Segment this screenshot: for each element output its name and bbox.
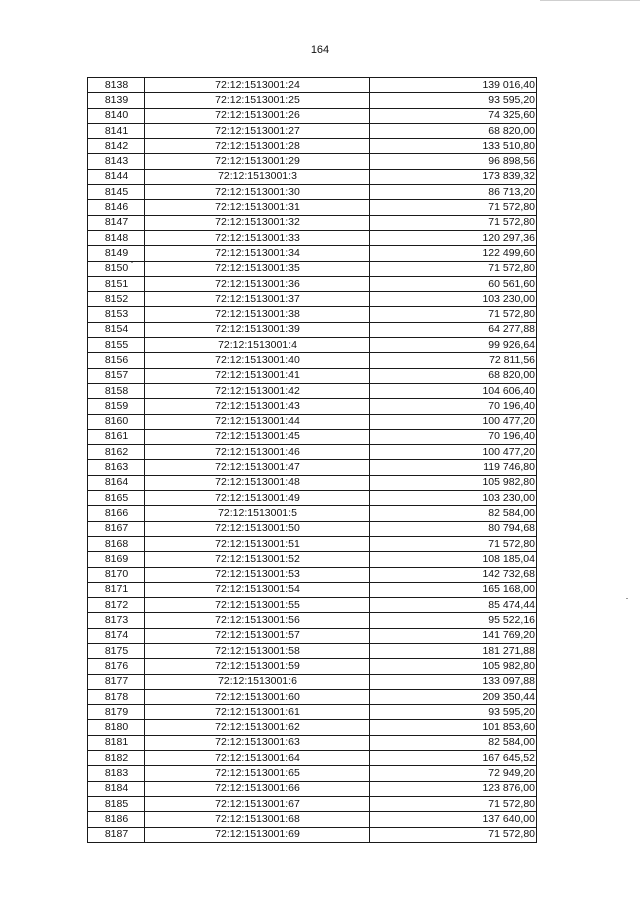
cadastral-number-cell: 72:12:1513001:60 <box>145 689 370 704</box>
cadastral-value-cell: 96 898,56 <box>370 154 537 169</box>
cadastral-value-cell: 141 769,20 <box>370 628 537 643</box>
row-number-cell: 8168 <box>88 536 145 551</box>
cadastral-value-cell: 173 839,32 <box>370 169 537 184</box>
cadastral-value-cell: 108 185,04 <box>370 552 537 567</box>
row-number-cell: 8146 <box>88 200 145 215</box>
row-number-cell: 8171 <box>88 582 145 597</box>
table-row <box>88 246 537 261</box>
cadastral-number-cell: 72:12:1513001:27 <box>145 123 370 138</box>
cadastral-number-cell: 72:12:1513001:30 <box>145 185 370 200</box>
row-number-cell: 8156 <box>88 353 145 368</box>
row-number-cell: 8167 <box>88 521 145 536</box>
cadastral-number-cell: 72:12:1513001:29 <box>145 154 370 169</box>
table-row <box>88 185 537 200</box>
row-number-cell: 8181 <box>88 735 145 750</box>
cadastral-number-cell: 72:12:1513001:62 <box>145 720 370 735</box>
cadastral-number-cell: 72:12:1513001:45 <box>145 429 370 444</box>
row-number-cell: 8145 <box>88 185 145 200</box>
row-number-cell: 8158 <box>88 383 145 398</box>
cadastral-value-cell: 133 510,80 <box>370 139 537 154</box>
cadastral-value-cell: 71 572,80 <box>370 215 537 230</box>
cadastral-number-cell: 72:12:1513001:51 <box>145 536 370 551</box>
table-row <box>88 582 537 597</box>
cadastral-value-table <box>87 77 537 843</box>
cadastral-number-cell: 72:12:1513001:28 <box>145 139 370 154</box>
cadastral-number-cell: 72:12:1513001:44 <box>145 414 370 429</box>
cadastral-value-cell: 74 325,60 <box>370 108 537 123</box>
table-row <box>88 460 537 475</box>
table-row <box>88 261 537 276</box>
cadastral-number-cell: 72:12:1513001:26 <box>145 108 370 123</box>
row-number-cell: 8160 <box>88 414 145 429</box>
cadastral-number-cell: 72:12:1513001:54 <box>145 582 370 597</box>
table-row <box>88 93 537 108</box>
cadastral-number-cell: 72:12:1513001:68 <box>145 812 370 827</box>
top-edge-rule <box>540 0 640 1</box>
table-row <box>88 108 537 123</box>
table-row <box>88 414 537 429</box>
table-row <box>88 445 537 460</box>
cadastral-value-cell: 181 271,88 <box>370 643 537 658</box>
row-number-cell: 8149 <box>88 246 145 261</box>
cadastral-value-cell: 95 522,16 <box>370 613 537 628</box>
row-number-cell: 8144 <box>88 169 145 184</box>
table-body <box>88 78 537 843</box>
cadastral-value-cell: 101 853,60 <box>370 720 537 735</box>
cadastral-value-cell: 209 350,44 <box>370 689 537 704</box>
row-number-cell: 8153 <box>88 307 145 322</box>
row-number-cell: 8183 <box>88 766 145 781</box>
table-row <box>88 735 537 750</box>
cadastral-number-cell: 72:12:1513001:4 <box>145 338 370 353</box>
cadastral-number-cell: 72:12:1513001:58 <box>145 643 370 658</box>
row-number-cell: 8172 <box>88 598 145 613</box>
row-number-cell: 8182 <box>88 751 145 766</box>
table-row <box>88 368 537 383</box>
row-number-cell: 8166 <box>88 506 145 521</box>
cadastral-number-cell: 72:12:1513001:38 <box>145 307 370 322</box>
cadastral-number-cell: 72:12:1513001:55 <box>145 598 370 613</box>
cadastral-value-cell: 142 732,68 <box>370 567 537 582</box>
row-number-cell: 8159 <box>88 399 145 414</box>
table-row <box>88 322 537 337</box>
row-number-cell: 8186 <box>88 812 145 827</box>
table-row <box>88 552 537 567</box>
row-number-cell: 8157 <box>88 368 145 383</box>
cadastral-number-cell: 72:12:1513001:25 <box>145 93 370 108</box>
table-row <box>88 674 537 689</box>
cadastral-value-cell: 137 640,00 <box>370 812 537 827</box>
cadastral-value-cell: 103 230,00 <box>370 491 537 506</box>
cadastral-value-cell: 100 477,20 <box>370 445 537 460</box>
cadastral-value-cell: 120 297,36 <box>370 230 537 245</box>
cadastral-number-cell: 72:12:1513001:39 <box>145 322 370 337</box>
cadastral-value-cell: 119 746,80 <box>370 460 537 475</box>
scan-speck <box>131 262 133 263</box>
table-row <box>88 338 537 353</box>
table-row <box>88 353 537 368</box>
cadastral-value-cell: 105 982,80 <box>370 475 537 490</box>
cadastral-value-cell: 100 477,20 <box>370 414 537 429</box>
cadastral-number-cell: 72:12:1513001:61 <box>145 705 370 720</box>
cadastral-number-cell: 72:12:1513001:48 <box>145 475 370 490</box>
table-row <box>88 123 537 138</box>
cadastral-number-cell: 72:12:1513001:34 <box>145 246 370 261</box>
cadastral-value-cell: 71 572,80 <box>370 200 537 215</box>
row-number-cell: 8179 <box>88 705 145 720</box>
table-row <box>88 659 537 674</box>
cadastral-value-cell: 68 820,00 <box>370 123 537 138</box>
table-row <box>88 567 537 582</box>
cadastral-number-cell: 72:12:1513001:65 <box>145 766 370 781</box>
row-number-cell: 8150 <box>88 261 145 276</box>
table-row <box>88 154 537 169</box>
cadastral-value-cell: 167 645,52 <box>370 751 537 766</box>
cadastral-number-cell: 72:12:1513001:40 <box>145 353 370 368</box>
table-row <box>88 598 537 613</box>
cadastral-number-cell: 72:12:1513001:5 <box>145 506 370 521</box>
table-row <box>88 475 537 490</box>
cadastral-number-cell: 72:12:1513001:56 <box>145 613 370 628</box>
cadastral-number-cell: 72:12:1513001:33 <box>145 230 370 245</box>
cadastral-number-cell: 72:12:1513001:63 <box>145 735 370 750</box>
cadastral-value-cell: 86 713,20 <box>370 185 537 200</box>
cadastral-value-cell: 70 196,40 <box>370 399 537 414</box>
row-number-cell: 8148 <box>88 230 145 245</box>
row-number-cell: 8184 <box>88 781 145 796</box>
table-row <box>88 781 537 796</box>
cadastral-number-cell: 72:12:1513001:31 <box>145 200 370 215</box>
cadastral-number-cell: 72:12:1513001:47 <box>145 460 370 475</box>
cadastral-value-cell: 80 794,68 <box>370 521 537 536</box>
row-number-cell: 8177 <box>88 674 145 689</box>
table-row <box>88 766 537 781</box>
cadastral-number-cell: 72:12:1513001:66 <box>145 781 370 796</box>
row-number-cell: 8164 <box>88 475 145 490</box>
row-number-cell: 8155 <box>88 338 145 353</box>
table-row <box>88 536 537 551</box>
row-number-cell: 8174 <box>88 628 145 643</box>
table-row <box>88 705 537 720</box>
table-row <box>88 215 537 230</box>
cadastral-value-cell: 72 949,20 <box>370 766 537 781</box>
table-row <box>88 276 537 291</box>
cadastral-value-cell: 104 606,40 <box>370 383 537 398</box>
row-number-cell: 8163 <box>88 460 145 475</box>
table-row <box>88 827 537 842</box>
table-row <box>88 307 537 322</box>
cadastral-number-cell: 72:12:1513001:6 <box>145 674 370 689</box>
cadastral-value-cell: 60 561,60 <box>370 276 537 291</box>
cadastral-number-cell: 72:12:1513001:24 <box>145 78 370 93</box>
cadastral-number-cell: 72:12:1513001:69 <box>145 827 370 842</box>
table-row <box>88 506 537 521</box>
cadastral-number-cell: 72:12:1513001:67 <box>145 796 370 811</box>
cadastral-number-cell: 72:12:1513001:49 <box>145 491 370 506</box>
row-number-cell: 8141 <box>88 123 145 138</box>
cadastral-number-cell: 72:12:1513001:53 <box>145 567 370 582</box>
row-number-cell: 8176 <box>88 659 145 674</box>
cadastral-value-cell: 123 876,00 <box>370 781 537 796</box>
cadastral-number-cell: 72:12:1513001:35 <box>145 261 370 276</box>
table-row <box>88 200 537 215</box>
cadastral-value-cell: 71 572,80 <box>370 307 537 322</box>
cadastral-value-cell: 82 584,00 <box>370 506 537 521</box>
row-number-cell: 8165 <box>88 491 145 506</box>
row-number-cell: 8185 <box>88 796 145 811</box>
cadastral-number-cell: 72:12:1513001:32 <box>145 215 370 230</box>
page-number: 164 <box>310 44 330 56</box>
row-number-cell: 8151 <box>88 276 145 291</box>
cadastral-value-cell: 68 820,00 <box>370 368 537 383</box>
cadastral-number-cell: 72:12:1513001:57 <box>145 628 370 643</box>
cadastral-value-cell: 103 230,00 <box>370 292 537 307</box>
cadastral-number-cell: 72:12:1513001:37 <box>145 292 370 307</box>
cadastral-number-cell: 72:12:1513001:41 <box>145 368 370 383</box>
row-number-cell: 8173 <box>88 613 145 628</box>
row-number-cell: 8138 <box>88 78 145 93</box>
row-number-cell: 8162 <box>88 445 145 460</box>
row-number-cell: 8152 <box>88 292 145 307</box>
cadastral-value-cell: 70 196,40 <box>370 429 537 444</box>
table-row <box>88 230 537 245</box>
row-number-cell: 8143 <box>88 154 145 169</box>
scan-speck <box>626 598 628 599</box>
row-number-cell: 8187 <box>88 827 145 842</box>
cadastral-value-cell: 99 926,64 <box>370 338 537 353</box>
cadastral-number-cell: 72:12:1513001:64 <box>145 751 370 766</box>
cadastral-value-cell: 71 572,80 <box>370 827 537 842</box>
row-number-cell: 8142 <box>88 139 145 154</box>
table-row <box>88 643 537 658</box>
cadastral-number-cell: 72:12:1513001:50 <box>145 521 370 536</box>
table-row <box>88 429 537 444</box>
cadastral-number-cell: 72:12:1513001:3 <box>145 169 370 184</box>
table-row <box>88 613 537 628</box>
table-row <box>88 139 537 154</box>
cadastral-value-cell: 93 595,20 <box>370 93 537 108</box>
row-number-cell: 8178 <box>88 689 145 704</box>
cadastral-number-cell: 72:12:1513001:43 <box>145 399 370 414</box>
cadastral-value-cell: 64 277,88 <box>370 322 537 337</box>
cadastral-number-cell: 72:12:1513001:46 <box>145 445 370 460</box>
table-row <box>88 689 537 704</box>
table-row <box>88 399 537 414</box>
table-row <box>88 796 537 811</box>
table-row <box>88 751 537 766</box>
cadastral-value-cell: 85 474,44 <box>370 598 537 613</box>
row-number-cell: 8147 <box>88 215 145 230</box>
table-row <box>88 78 537 93</box>
table-row <box>88 292 537 307</box>
cadastral-value-cell: 165 168,00 <box>370 582 537 597</box>
cadastral-value-cell: 71 572,80 <box>370 796 537 811</box>
cadastral-value-cell: 122 499,60 <box>370 246 537 261</box>
table-row <box>88 383 537 398</box>
table-row <box>88 628 537 643</box>
table-row <box>88 491 537 506</box>
cadastral-value-cell: 139 016,40 <box>370 78 537 93</box>
cadastral-value-cell: 71 572,80 <box>370 536 537 551</box>
row-number-cell: 8139 <box>88 93 145 108</box>
cadastral-number-cell: 72:12:1513001:42 <box>145 383 370 398</box>
cadastral-value-cell: 72 811,56 <box>370 353 537 368</box>
row-number-cell: 8169 <box>88 552 145 567</box>
row-number-cell: 8140 <box>88 108 145 123</box>
row-number-cell: 8170 <box>88 567 145 582</box>
cadastral-value-cell: 93 595,20 <box>370 705 537 720</box>
cadastral-value-cell: 105 982,80 <box>370 659 537 674</box>
cadastral-value-cell: 82 584,00 <box>370 735 537 750</box>
row-number-cell: 8175 <box>88 643 145 658</box>
table-row <box>88 169 537 184</box>
table-row <box>88 521 537 536</box>
row-number-cell: 8154 <box>88 322 145 337</box>
cadastral-value-cell: 133 097,88 <box>370 674 537 689</box>
table-row <box>88 812 537 827</box>
row-number-cell: 8180 <box>88 720 145 735</box>
cadastral-number-cell: 72:12:1513001:59 <box>145 659 370 674</box>
cadastral-value-cell: 71 572,80 <box>370 261 537 276</box>
table-row <box>88 720 537 735</box>
row-number-cell: 8161 <box>88 429 145 444</box>
cadastral-number-cell: 72:12:1513001:36 <box>145 276 370 291</box>
cadastral-number-cell: 72:12:1513001:52 <box>145 552 370 567</box>
